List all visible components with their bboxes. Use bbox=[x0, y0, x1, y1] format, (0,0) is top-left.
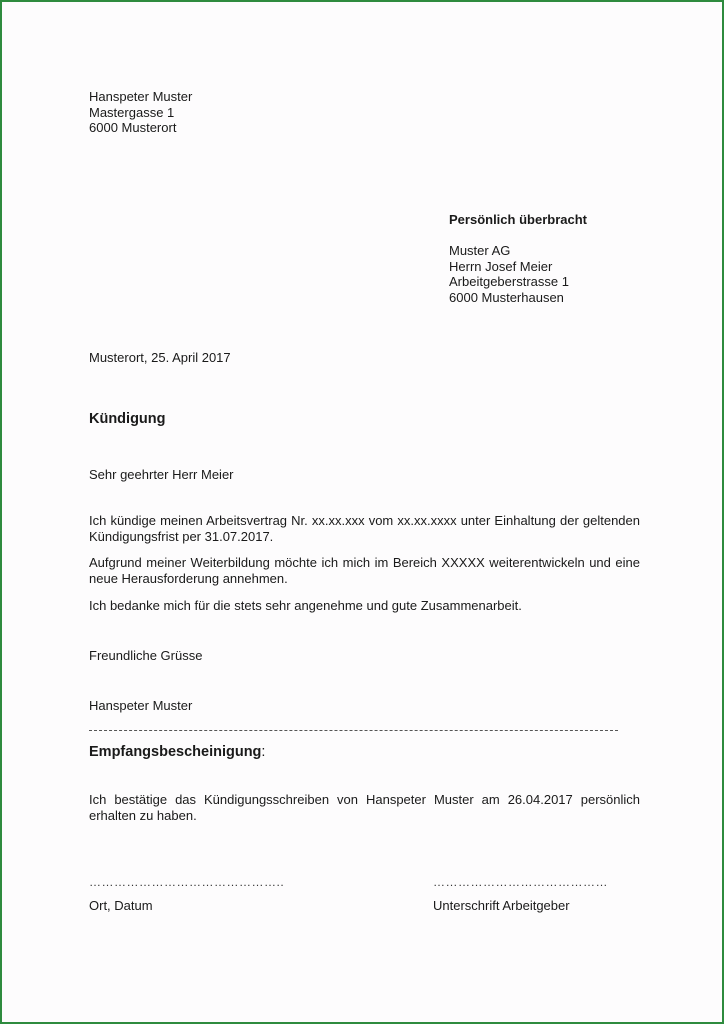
signature-name: Hanspeter Muster bbox=[89, 698, 193, 713]
subject-heading: Kündigung bbox=[89, 411, 166, 427]
receipt-paragraph: Ich bestätige das Kündigungsschreiben von Hanspeter Muster am 26.04.2017 persönlich erhalten zu haben. bbox=[89, 792, 640, 823]
place-date-label: Ort, Datum bbox=[89, 898, 153, 913]
separator-line bbox=[89, 730, 618, 731]
paragraph-text: Aufgrund meiner Weiterbildung möchte ich mich im Bereich XXXXX weiterentwickeln und eine neue Herausforderung annehmen. bbox=[89, 555, 640, 586]
receipt-title-colon: : bbox=[261, 744, 266, 760]
sender-city: 6000 Musterort bbox=[89, 120, 177, 135]
recipient-company: Muster AG bbox=[449, 243, 511, 258]
sender-address bbox=[89, 89, 192, 136]
receipt-text bbox=[89, 792, 640, 823]
signature-line: …………………………………… bbox=[433, 875, 608, 889]
place-date-line: ……………………………………….. bbox=[89, 875, 285, 889]
paragraph-text: Ich kündige meinen Arbeitsvertrag Nr. xx.xx.xxx vom xx.xx.xxxx unter Einhaltung der geltenden Kündigungsfrist per 31.07.2017. bbox=[89, 513, 640, 544]
closing: Freundliche Grüsse bbox=[89, 648, 203, 663]
salutation: Sehr geehrter Herr Meier bbox=[89, 467, 234, 482]
delivery-note: Persönlich überbracht bbox=[449, 212, 587, 227]
sender-street: Mastergasse 1 bbox=[89, 104, 175, 120]
paragraph-3: Ich bedanke mich für die stets sehr angenehme und gute Zusammenarbeit. bbox=[89, 598, 522, 613]
employer-signature-label: Unterschrift Arbeitgeber bbox=[433, 898, 570, 913]
recipient-street: Arbeitgeberstrasse 1 bbox=[449, 274, 569, 289]
receipt-title: Empfangsbescheinigung bbox=[89, 744, 262, 760]
recipient-city: 6000 Musterhausen bbox=[449, 289, 564, 305]
receipt-heading bbox=[89, 745, 265, 761]
paragraph-2 bbox=[89, 555, 640, 586]
paragraph-1 bbox=[89, 513, 640, 544]
sender-name: Hanspeter Muster bbox=[89, 89, 193, 104]
place-date: Musterort, 25. April 2017 bbox=[89, 350, 231, 365]
recipient-person: Herrn Josef Meier bbox=[449, 258, 553, 274]
recipient-address bbox=[449, 243, 569, 305]
